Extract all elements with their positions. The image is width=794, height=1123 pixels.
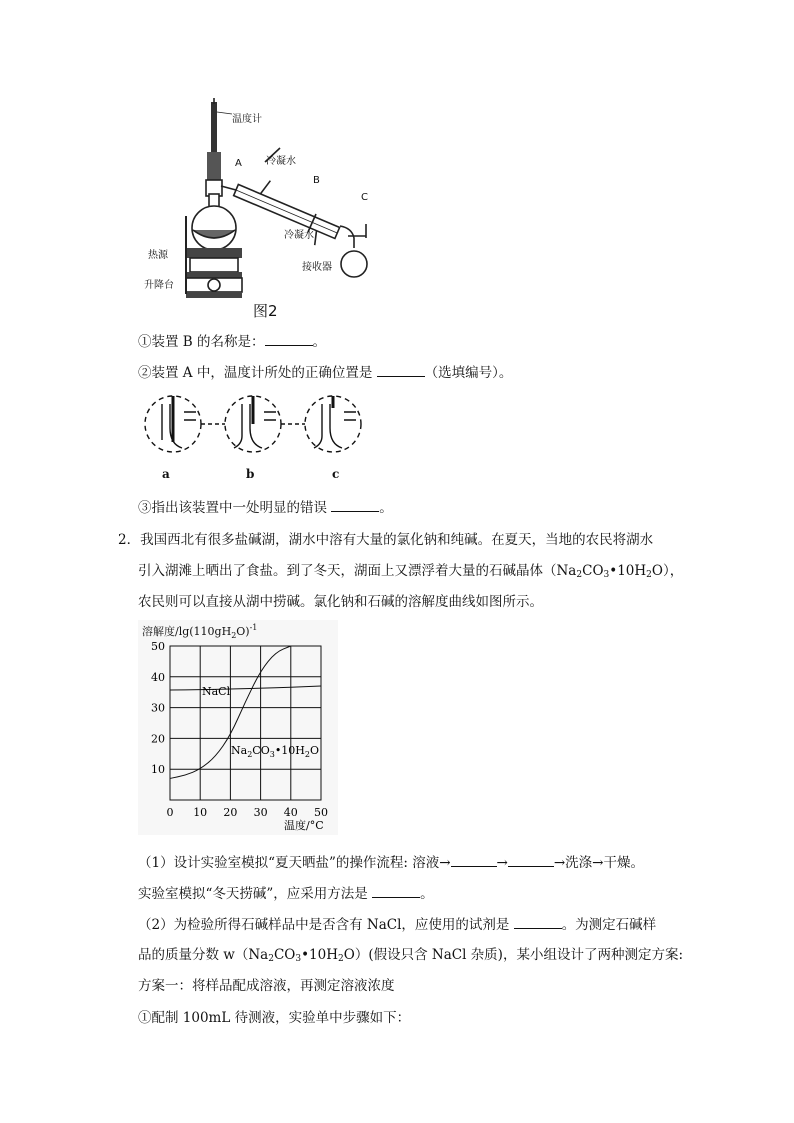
label-c: C bbox=[361, 192, 368, 203]
label-burner: 热源 bbox=[148, 250, 168, 261]
y-tick-label: 30 bbox=[151, 701, 165, 715]
answer-blank-1[interactable] bbox=[265, 331, 313, 346]
q2-line3: 农民则可以直接从湖中捞碱。氯化钠和石碱的溶解度曲线如图所示。 bbox=[138, 594, 543, 610]
answer-blank-7[interactable] bbox=[514, 914, 562, 929]
x-tick-label: 50 bbox=[314, 806, 328, 819]
series-label-na2co3: $Na_2CO_3•10H_2O$ bbox=[231, 744, 320, 759]
x-tick-label: 0 bbox=[166, 806, 174, 819]
q2-part1b: 实验室模拟“冬天捞碱”，应采用方法是 。 bbox=[138, 883, 434, 904]
option-a-label: a bbox=[162, 467, 170, 481]
q1-item2: ②装置 A 中，温度计所处的正确位置是 （选填编号）。 bbox=[138, 362, 512, 383]
q2-part2: （2）为检验所得石碱样品中是否含有 NaCl，应使用的试剂是 。为测定石碱样 bbox=[138, 914, 656, 935]
distillation-apparatus-figure bbox=[140, 96, 380, 306]
answer-blank-2[interactable] bbox=[377, 362, 425, 377]
y-tick-label: 40 bbox=[151, 670, 165, 684]
label-thermometer: 温度计 bbox=[232, 114, 262, 125]
x-tick-label: 40 bbox=[283, 806, 298, 819]
label-a: A bbox=[235, 158, 242, 169]
option-c-label: c bbox=[332, 467, 340, 481]
q2-part1: （1）设计实验室模拟“夏天晒盐”的操作流程: 溶液→ → →洗涤→干燥。 bbox=[138, 852, 644, 873]
q2-plan1: 方案一：将样品配成溶液，再测定溶液浓度 bbox=[138, 978, 395, 994]
x-tick-label: 20 bbox=[223, 806, 238, 819]
q2-line2: 引入湖滩上晒出了食盐。到了冬天，湖面上又漂浮着大量的石碱晶体$(Na_2CO_3•10H_2O)$， bbox=[138, 563, 684, 580]
q2-step1: ①配制 100mL 待测液，实验单中步骤如下： bbox=[138, 1010, 411, 1026]
thermometer-position-options bbox=[140, 390, 380, 485]
series-label-nacl: NaCl bbox=[202, 685, 231, 698]
figure-2-caption: 图2 bbox=[253, 302, 278, 320]
label-cooling-in: 冷凝水 bbox=[266, 156, 296, 167]
x-tick-label: 10 bbox=[193, 806, 208, 819]
q1-item3: ③指出该装置中一处明显的错误 。 bbox=[138, 497, 393, 518]
label-b: B bbox=[313, 175, 320, 186]
x-tick-label: 30 bbox=[253, 806, 268, 819]
y-tick-label: 20 bbox=[151, 732, 165, 746]
label-cooling-out: 冷凝水 bbox=[284, 230, 314, 241]
answer-blank-3[interactable] bbox=[331, 497, 379, 512]
q2-line1: 2．我国西北有很多盐碱湖，湖水中溶有大量的氯化钠和纯碱。在夏天，当地的农民将湖水 bbox=[118, 532, 654, 548]
option-b-label: b bbox=[246, 467, 255, 481]
y-tick-label: 50 bbox=[151, 640, 165, 653]
answer-blank-6[interactable] bbox=[372, 883, 420, 898]
q2-part2b: 品的质量分数 $w(Na_2CO_3•10H_2O)$(假设只含 NaCl 杂质)，某小组设计了两种测定方案: bbox=[138, 947, 683, 964]
y-axis-label: 溶解度$/\lg(110gH_2O)^{-1}$ bbox=[142, 623, 258, 640]
label-receiver: 接收器 bbox=[302, 262, 332, 273]
y-tick-label: 10 bbox=[151, 763, 165, 777]
x-axis-label: 温度/°C bbox=[284, 819, 324, 832]
solubility-chart bbox=[138, 620, 338, 835]
q1-item1: ①装置 B 的名称是： 。 bbox=[138, 331, 326, 352]
answer-blank-4[interactable] bbox=[451, 852, 497, 867]
question-number: 2． bbox=[118, 532, 141, 548]
label-lift: 升降台 bbox=[144, 280, 174, 291]
answer-blank-5[interactable] bbox=[508, 852, 554, 867]
